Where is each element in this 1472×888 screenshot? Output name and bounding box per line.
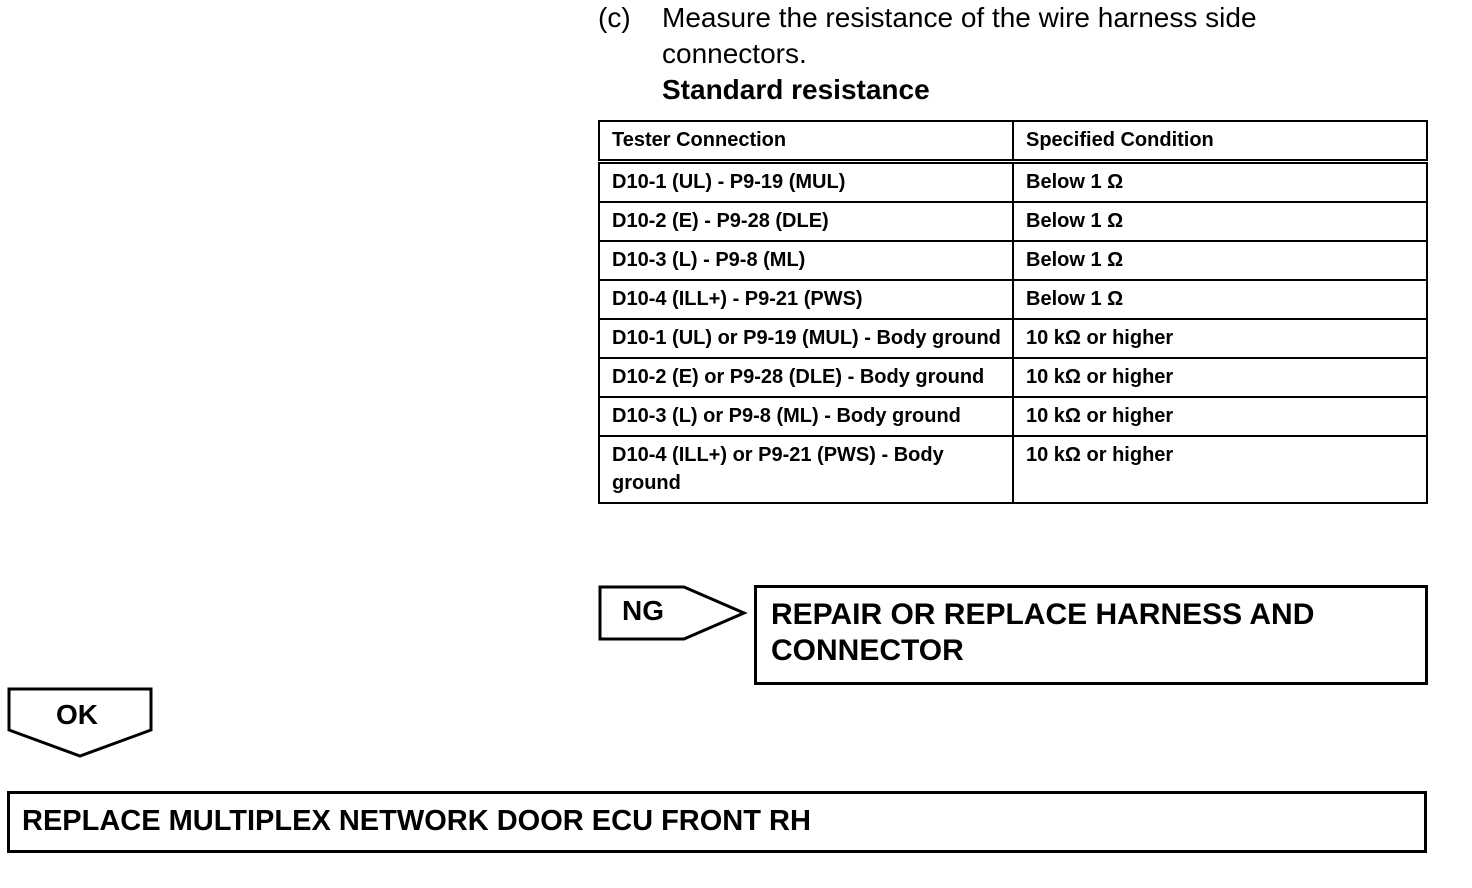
specified-condition-cell: Below 1 Ω bbox=[1013, 280, 1427, 319]
tester-connection-cell: D10-1 (UL) - P9-19 (MUL) bbox=[599, 162, 1013, 203]
tester-connection-cell: D10-2 (E) - P9-28 (DLE) bbox=[599, 202, 1013, 241]
ok-label: OK bbox=[56, 699, 98, 730]
tester-connection-cell: D10-4 (ILL+) or P9-21 (PWS) - Body ground bbox=[599, 436, 1013, 503]
resistance-table bbox=[598, 120, 1428, 504]
specified-condition-cell: 10 kΩ or higher bbox=[1013, 358, 1427, 397]
specified-condition-cell: 10 kΩ or higher bbox=[1013, 436, 1427, 503]
specified-condition-cell: 10 kΩ or higher bbox=[1013, 319, 1427, 358]
table-row bbox=[599, 397, 1427, 436]
tester-connection-cell: D10-3 (L) - P9-8 (ML) bbox=[599, 241, 1013, 280]
step-marker: (c) bbox=[598, 2, 631, 33]
table-row bbox=[599, 202, 1427, 241]
step-instruction: Measure the resistance of the wire harness side connectors. bbox=[662, 2, 1257, 69]
specified-condition-cell: 10 kΩ or higher bbox=[1013, 397, 1427, 436]
ok-action-box bbox=[7, 791, 1427, 853]
table-row bbox=[599, 436, 1427, 503]
specified-condition-cell: Below 1 Ω bbox=[1013, 162, 1427, 203]
table-row bbox=[599, 319, 1427, 358]
tester-connection-cell: D10-1 (UL) or P9-19 (MUL) - Body ground bbox=[599, 319, 1013, 358]
ng-label: NG bbox=[622, 595, 664, 626]
specified-condition-cell: Below 1 Ω bbox=[1013, 241, 1427, 280]
table-header-row bbox=[599, 121, 1427, 162]
table-row bbox=[599, 162, 1427, 203]
header-specified-condition: Specified Condition bbox=[1013, 121, 1427, 162]
ok-action-text: REPLACE MULTIPLEX NETWORK DOOR ECU FRONT RH bbox=[22, 805, 811, 837]
ng-action-text: REPAIR OR REPLACE HARNESS AND CONNECTOR bbox=[771, 598, 1315, 667]
specified-condition-cell: Below 1 Ω bbox=[1013, 202, 1427, 241]
header-tester-connection: Tester Connection bbox=[599, 121, 1013, 162]
tester-connection-cell: D10-4 (ILL+) - P9-21 (PWS) bbox=[599, 280, 1013, 319]
table-row bbox=[599, 241, 1427, 280]
tester-connection-cell: D10-3 (L) or P9-8 (ML) - Body ground bbox=[599, 397, 1013, 436]
ng-arrow-icon bbox=[598, 584, 748, 642]
ng-action-box bbox=[754, 585, 1428, 685]
standard-resistance-title: Standard resistance bbox=[662, 74, 930, 105]
table-row bbox=[599, 280, 1427, 319]
tester-connection-cell: D10-2 (E) or P9-28 (DLE) - Body ground bbox=[599, 358, 1013, 397]
table-row bbox=[599, 358, 1427, 397]
